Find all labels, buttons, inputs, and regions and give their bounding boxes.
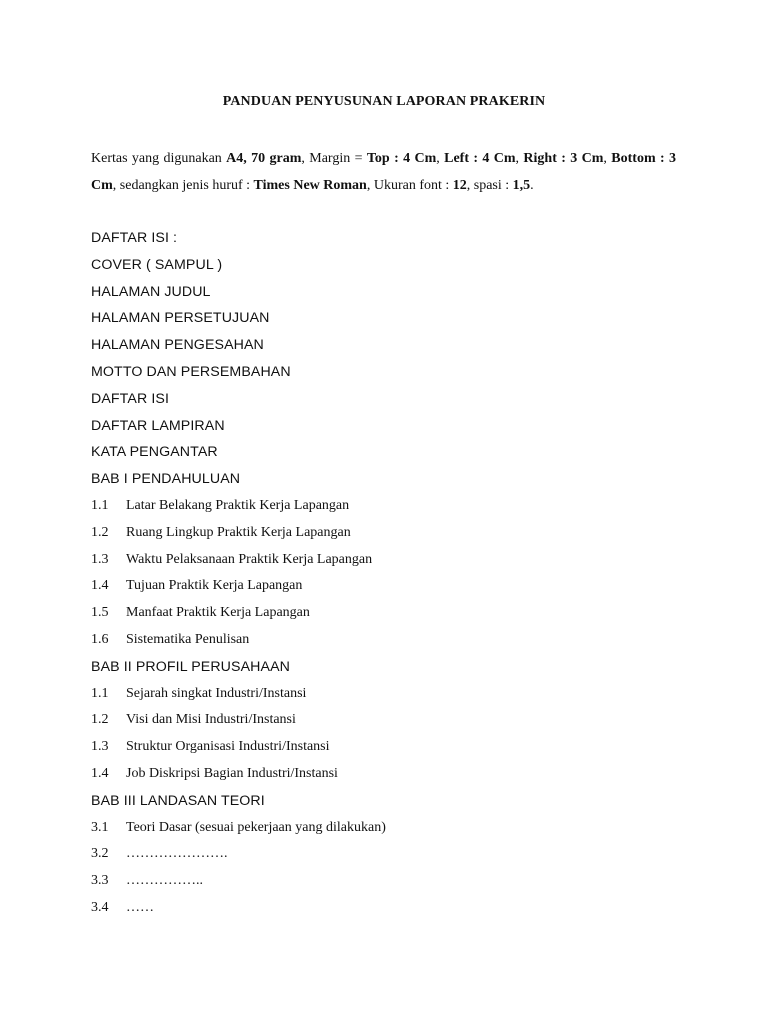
toc-subitem-label: Struktur Organisasi Industri/Instansi bbox=[126, 739, 330, 755]
toc-heading: BAB III LANDASAN TEORI bbox=[91, 792, 265, 809]
toc-subitem bbox=[91, 600, 691, 627]
intro-text: , Margin = bbox=[301, 151, 367, 166]
toc-subitem bbox=[91, 761, 691, 788]
toc-number: 3.2 bbox=[91, 846, 109, 862]
toc-heading: DAFTAR LAMPIRAN bbox=[91, 417, 225, 434]
toc-subitem-label: Sistematika Penulisan bbox=[126, 631, 250, 647]
margin-bottom: Bottom : 3 Cm bbox=[91, 151, 677, 193]
toc-number: 1.3 bbox=[91, 739, 109, 755]
toc-heading: DAFTAR ISI bbox=[91, 390, 169, 407]
toc-subitem bbox=[91, 547, 691, 574]
toc-number: 1.5 bbox=[91, 605, 109, 621]
toc-subitem-label: …………….. bbox=[126, 873, 203, 889]
toc-heading: HALAMAN PENGESAHAN bbox=[91, 337, 264, 354]
toc-subitem-label: Sejarah singkat Industri/Instansi bbox=[126, 685, 307, 701]
paper-spec: A4, 70 gram bbox=[226, 151, 302, 166]
toc-number: 1.4 bbox=[91, 578, 109, 594]
intro-text: Kertas yang digunakan bbox=[91, 151, 227, 166]
toc-number: 1.1 bbox=[91, 685, 109, 701]
toc-subitem bbox=[91, 868, 691, 895]
toc-subitem bbox=[91, 627, 691, 654]
toc-subitem bbox=[91, 895, 691, 922]
toc-subitem bbox=[91, 841, 691, 868]
toc-number: 1.1 bbox=[91, 497, 109, 513]
toc-subitem bbox=[91, 815, 691, 842]
toc-subitem-label: Teori Dasar (sesuai pekerjaan yang dilakukan) bbox=[126, 819, 386, 835]
intro-text: . bbox=[530, 178, 534, 193]
toc-number: 3.1 bbox=[91, 819, 109, 835]
toc-number: 1.4 bbox=[91, 765, 109, 781]
toc-heading: BAB I PENDAHULUAN bbox=[91, 471, 241, 488]
intro-text: , spasi : bbox=[466, 178, 513, 193]
toc-subitem bbox=[91, 734, 691, 761]
toc-subitem-label: Manfaat Praktik Kerja Lapangan bbox=[126, 605, 310, 621]
toc-number: 1.2 bbox=[91, 712, 109, 728]
toc-number: 1.3 bbox=[91, 551, 109, 567]
toc-subitem bbox=[91, 493, 691, 520]
toc-subitem-label: …… bbox=[126, 899, 154, 915]
font-size-value: 12 bbox=[452, 178, 467, 193]
intro-text: , bbox=[436, 151, 445, 166]
margin-top: Top : 4 Cm bbox=[366, 151, 437, 166]
page-title: PANDUAN PENYUSUNAN LAPORAN PRAKERIN bbox=[222, 94, 546, 109]
table-of-contents bbox=[91, 225, 691, 922]
intro-text: , bbox=[515, 151, 524, 166]
toc-subitem-label: Job Diskripsi Bagian Industri/Instansi bbox=[126, 765, 338, 781]
intro-text: , sedangkan jenis huruf : bbox=[112, 178, 254, 193]
toc-heading: KATA PENGANTAR bbox=[91, 444, 218, 461]
margin-left: Left : 4 Cm bbox=[444, 151, 516, 166]
intro-text: , bbox=[603, 151, 612, 166]
toc-subitem bbox=[91, 681, 691, 708]
toc-heading: MOTTO DAN PERSEMBAHAN bbox=[91, 363, 291, 380]
toc-subitem-label: Ruang Lingkup Praktik Kerja Lapangan bbox=[126, 524, 351, 540]
toc-subitem-label: Visi dan Misi Industri/Instansi bbox=[126, 712, 296, 728]
font-name: Times New Roman bbox=[253, 178, 367, 193]
toc-subitem-label: Tujuan Praktik Kerja Lapangan bbox=[126, 578, 303, 594]
intro-text: , Ukuran font : bbox=[366, 178, 453, 193]
format-instructions bbox=[91, 145, 676, 199]
toc-heading: BAB II PROFIL PERUSAHAAN bbox=[91, 658, 290, 675]
toc-number: 3.3 bbox=[91, 873, 109, 889]
toc-subitem-label: …………………. bbox=[126, 846, 228, 862]
toc-subitem bbox=[91, 520, 691, 547]
toc-number: 3.4 bbox=[91, 899, 109, 915]
toc-subitem bbox=[91, 707, 691, 734]
toc-heading: DAFTAR ISI : bbox=[91, 230, 178, 246]
toc-heading: HALAMAN PERSETUJUAN bbox=[91, 310, 270, 327]
toc-subitem-label: Latar Belakang Praktik Kerja Lapangan bbox=[126, 497, 350, 513]
toc-number: 1.6 bbox=[91, 631, 109, 647]
toc-subitem bbox=[91, 573, 691, 600]
margin-right: Right : 3 Cm bbox=[523, 151, 604, 166]
line-spacing-value: 1,5 bbox=[512, 178, 531, 193]
toc-heading: COVER ( SAMPUL ) bbox=[91, 256, 223, 273]
toc-heading: HALAMAN JUDUL bbox=[91, 283, 211, 300]
toc-number: 1.2 bbox=[91, 524, 109, 540]
toc-subitem-label: Waktu Pelaksanaan Praktik Kerja Lapangan bbox=[126, 551, 373, 567]
